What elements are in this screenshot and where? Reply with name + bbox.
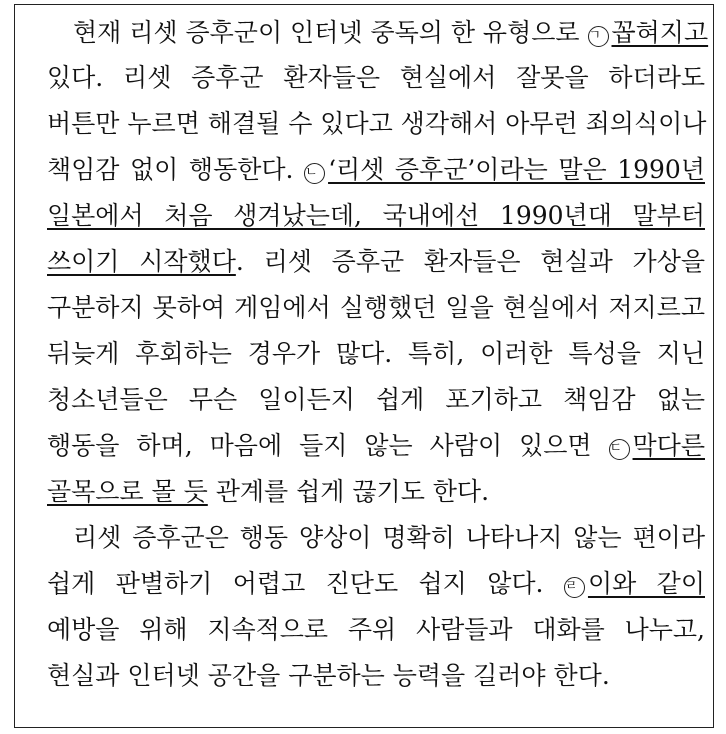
line-text: 예방을 위해 지속적으로 주위 사람들과 대화를 나누고,	[47, 615, 705, 644]
passage-line-5	[47, 201, 705, 231]
line-text: 리셋 증후군은 행동 양상이 명확히 나타나지 않는 편이라	[73, 523, 705, 552]
passage-line-2	[47, 63, 705, 93]
passage-line-3	[47, 109, 705, 139]
line-text: 구분하지 못하여 게임에서 실행했던 일을 현실에서 저지르고	[47, 293, 705, 322]
passage-line-4	[47, 155, 705, 185]
marker-giyeok: ㄱ	[588, 26, 609, 47]
passage-line-1	[73, 18, 709, 48]
line-text: 현재 리셋 증후군이 인터넷 중독의 한 유형으로	[73, 18, 580, 47]
passage-line-6	[47, 247, 705, 277]
line-text: 있다. 리셋 증후군 환자들은 현실에서 잘못을 하더라도	[47, 63, 705, 92]
line-text: 관계를 쉽게 끊기도 한다.	[207, 477, 490, 506]
passage-line-8	[47, 339, 705, 369]
passage-line-15	[47, 661, 705, 691]
underlined-phrase-2c: 쓰이기 시작했다	[47, 247, 236, 276]
underlined-phrase-2b: 일본에서 처음 생겨났는데, 국내에선 1990년대 말부터	[47, 201, 705, 230]
line-text: 현실과 인터넷 공간을 구분하는 능력을 길러야 한다.	[47, 661, 610, 690]
passage-line-13	[47, 569, 705, 599]
passage-line-9	[47, 385, 705, 415]
passage-line-10	[47, 431, 705, 461]
line-text: . 리셋 증후군 환자들은 현실과 가상을	[235, 247, 705, 276]
passage-line-7	[47, 293, 705, 323]
line-text: 청소년들은 무슨 일이든지 쉽게 포기하고 책임감 없는	[47, 385, 705, 414]
line-text: 쉽게 판별하기 어렵고 진단도 쉽지 않다.	[47, 569, 544, 598]
underlined-phrase-4: 이와 같이	[587, 569, 705, 598]
underlined-phrase-3a: 막다른	[632, 431, 705, 460]
underlined-phrase-1: 꼽혀지고	[611, 18, 709, 47]
line-text: 버튼만 누르면 해결될 수 있다고 생각해서 아무런 죄의식이나	[47, 109, 707, 138]
passage-line-14	[47, 615, 705, 645]
underlined-phrase-2a: ‘리셋 증후군’이라는 말은 1990년	[328, 155, 705, 184]
marker-digeut: ㄷ	[609, 439, 630, 460]
passage-line-11	[47, 477, 705, 507]
line-text: 행동을 하며, 마음에 들지 않는 사람이 있으면	[47, 431, 592, 460]
marker-rieul: ㄹ	[564, 577, 585, 598]
passage-box	[14, 4, 714, 728]
passage-line-12	[73, 523, 705, 553]
marker-nieun: ㄴ	[304, 163, 325, 184]
underlined-phrase-3b: 골목으로 몰 듯	[47, 477, 208, 506]
line-text: 뒤늦게 후회하는 경우가 많다. 특히, 이러한 특성을 지닌	[47, 339, 705, 368]
line-text: 책임감 없이 행동한다.	[47, 155, 294, 184]
